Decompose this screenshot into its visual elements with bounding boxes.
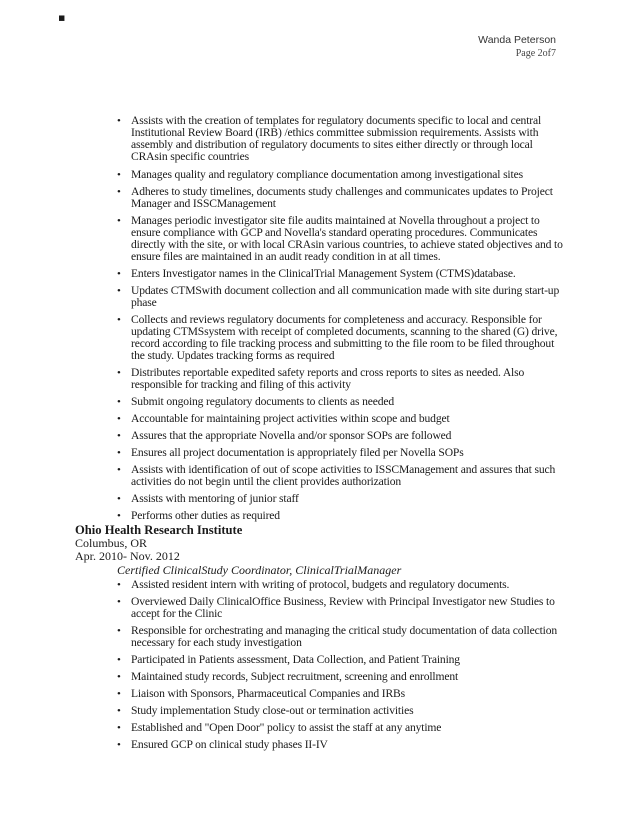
- employment-dates: Apr. 2010- Nov. 2012: [75, 549, 180, 563]
- list-item: • Liaison with Sponsors, Pharmaceutical Companies and IRBs: [117, 688, 563, 700]
- list-item: • Submit ongoing regulatory documents to clients as needed: [117, 396, 563, 408]
- corner-mark: ▪: [58, 11, 66, 24]
- list-item: • Assists with the creation of templates for regulatory documents specific to local and central Institutional Review Board (IRB) /ethics committee submission requirements. Assists with assembly and distribution of regulatory documents to sites either directly or through local CRAsin specific countries: [117, 115, 563, 163]
- list-item: • Performs other duties as required: [117, 510, 563, 522]
- duties-list: [117, 579, 563, 756]
- list-item: • Assures that the appropriate Novella and/or sponsor SOPs are followed: [117, 430, 563, 442]
- list-item: • Manages quality and regulatory compliance documentation among investigational sites: [117, 169, 563, 181]
- responsibilities-list: [117, 115, 563, 527]
- list-item: • Responsible for orchestrating and managing the critical study documentation of data collection necessary for each study investigation: [117, 625, 563, 649]
- list-item: • Assists with mentoring of junior staff: [117, 493, 563, 505]
- list-item: • Adheres to study timelines, documents study challenges and communicates updates to Project Manager and ISSCManagement: [117, 186, 563, 210]
- job-title: Certified ClinicalStudy Coordinator, ClinicalTrialManager: [117, 563, 402, 577]
- list-item: • Updates CTMSwith document collection and all communication made with site during start-up phase: [117, 285, 563, 309]
- list-item: • Overviewed Daily ClinicalOffice Business, Review with Principal Investigator new Studies to accept for the Clinic: [117, 596, 563, 620]
- list-item: • Distributes reportable expedited safety reports and cross reports to sites as needed. Also responsible for tracking and filing of this activity: [117, 367, 563, 391]
- header-page-number: Page 2of7: [515, 48, 556, 59]
- list-item: • Assists with identification of out of scope activities to ISSCManagement and assures that such activities do not begin until the client provides authorization: [117, 464, 563, 488]
- header-name: Wanda Peterson: [478, 34, 556, 46]
- list-item: • Participated in Patients assessment, Data Collection, and Patient Training: [117, 654, 563, 666]
- list-item: • Maintained study records, Subject recruitment, screening and enrollment: [117, 671, 563, 683]
- employer-location: Columbus, OR: [75, 536, 148, 550]
- list-item: • Ensures all project documentation is appropriately filed per Novella SOPs: [117, 447, 563, 459]
- list-item: • Assisted resident intern with writing of protocol, budgets and regulatory documents.: [117, 579, 563, 591]
- list-item: • Study implementation Study close-out or termination activities: [117, 705, 563, 717]
- list-item: • Collects and reviews regulatory documents for completeness and accuracy. Responsible for updating CTMSsystem with receipt of completed documents, scanning to the shared (G) drive, record according to file tracking process and submitting to the file room to be filed throughout the study. Updates tracking forms as required: [117, 314, 563, 362]
- list-item: • Accountable for maintaining project activities within scope and budget: [117, 413, 563, 425]
- list-item: • Established and "Open Door" policy to assist the staff at any anytime: [117, 722, 563, 734]
- employer-name: Ohio Health Research Institute: [75, 523, 243, 537]
- employer-block: [75, 524, 242, 563]
- list-item: • Manages periodic investigator site file audits maintained at Novella throughout a project to ensure compliance with GCP and Novella's standard operating procedures. Communicates directly with the site, or with local CRAsin various countries, to achieve stated objectives and to ensure files are maintained in an audit ready condition in at all times.: [117, 215, 563, 263]
- list-item: • Ensured GCP on clinical study phases II-IV: [117, 739, 563, 751]
- list-item: • Enters Investigator names in the ClinicalTrial Management System (CTMS)database.: [117, 268, 563, 280]
